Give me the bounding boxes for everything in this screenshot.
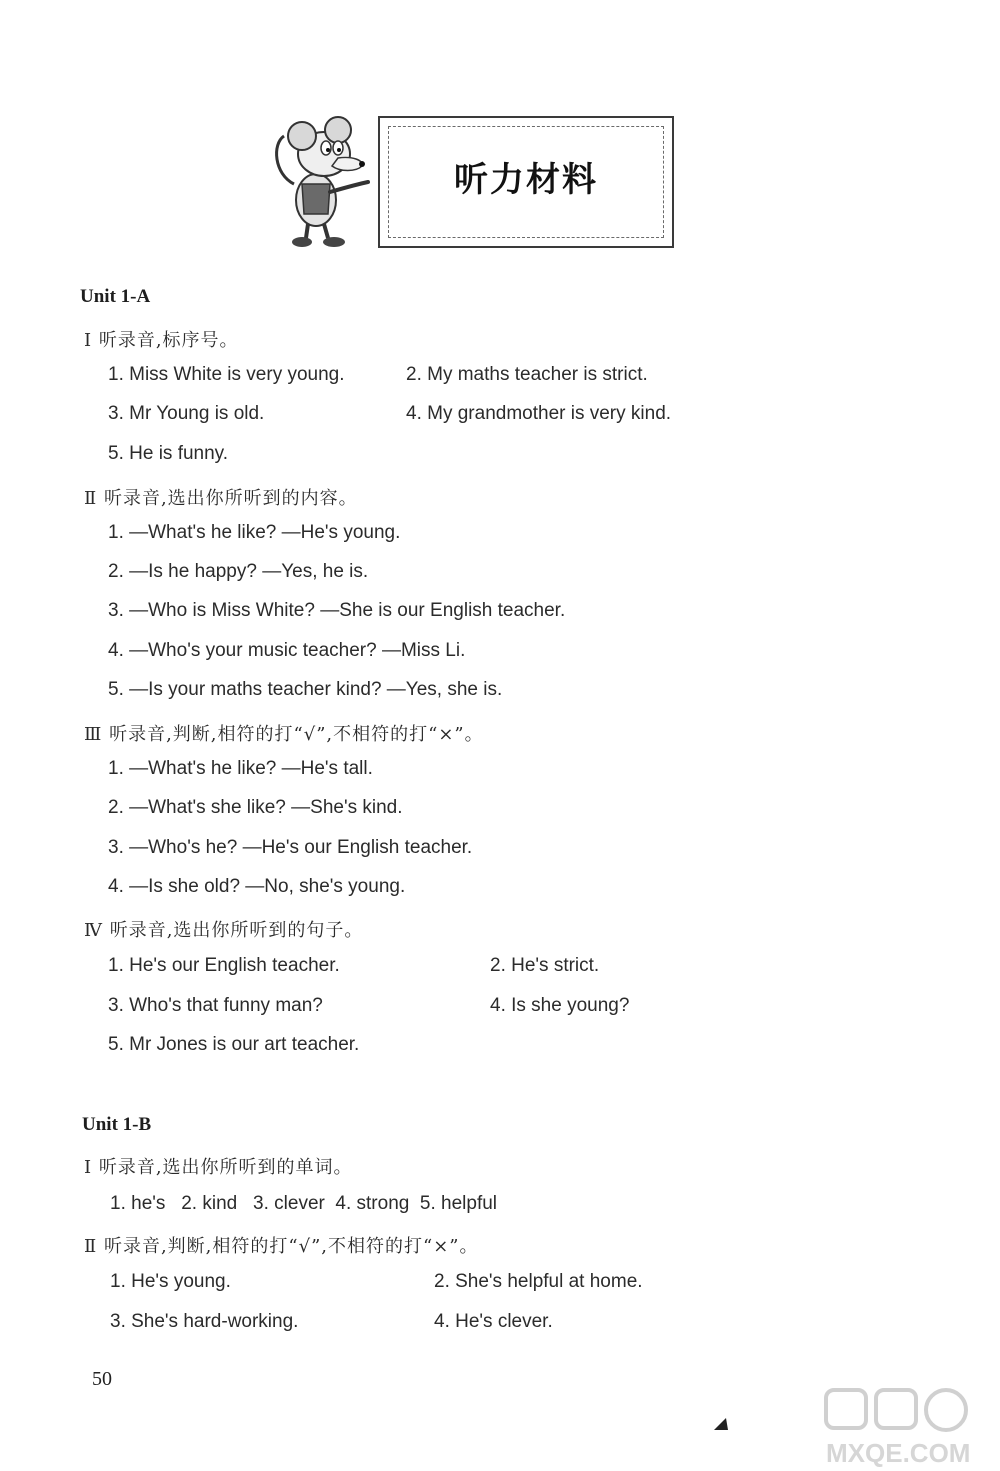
section-heading: Ⅰ 听录音,标序号。: [84, 330, 239, 351]
list-item: 3. Who's that funny man?: [108, 995, 323, 1016]
list-item: 1. Miss White is very young.: [108, 364, 345, 385]
section-heading: Ⅱ 听录音,判断,相符的打“√”,不相符的打“×”。: [84, 1236, 479, 1257]
list-item: 3. Mr Young is old.: [108, 403, 265, 424]
list-item: 1. he's 2. kind 3. clever 4. strong 5. helpful: [110, 1193, 498, 1214]
list-item: 1. —What's he like? —He's young.: [108, 522, 401, 543]
list-item: 4. Is she young?: [490, 995, 630, 1016]
list-item: 4. —Who's your music teacher? —Miss Li.: [108, 640, 466, 661]
list-item: 1. He's young.: [110, 1271, 231, 1292]
list-item: 2. —Is he happy? —Yes, he is.: [108, 561, 369, 582]
list-item: 2. She's helpful at home.: [434, 1271, 643, 1292]
list-item: 3. —Who is Miss White? —She is our English teacher.: [108, 600, 566, 621]
list-item: 3. —Who's he? —He's our English teacher.: [108, 837, 473, 858]
list-item: 4. He's clever.: [434, 1311, 553, 1332]
triangle-mark-icon: [714, 1418, 728, 1430]
mouse-mascot-illustration: [272, 114, 376, 250]
section-heading: Ⅱ 听录音,选出你所听到的内容。: [84, 488, 358, 509]
list-item: 5. Mr Jones is our art teacher.: [108, 1034, 360, 1055]
unit-title-1a: Unit 1-A: [80, 286, 151, 307]
list-item: 1. He's our English teacher.: [108, 955, 340, 976]
list-item: 5. —Is your maths teacher kind? —Yes, she is.: [108, 679, 503, 700]
list-item: 2. —What's she like? —She's kind.: [108, 797, 403, 818]
section-heading: Ⅲ 听录音,判断,相符的打“√”,不相符的打“×”。: [84, 724, 484, 745]
unit-title-1b: Unit 1-B: [82, 1114, 152, 1135]
list-item: 4. My grandmother is very kind.: [406, 403, 672, 424]
page-number: 50: [92, 1368, 112, 1390]
watermark-text: MXQE.COM: [826, 1438, 971, 1468]
list-item: 2. He's strict.: [490, 955, 600, 976]
section-heading: Ⅰ 听录音,选出你所听到的单词。: [84, 1157, 353, 1178]
list-item: 3. She's hard-working.: [110, 1311, 299, 1332]
section-heading: Ⅳ 听录音,选出你所听到的句子。: [84, 920, 364, 941]
list-item: 1. —What's he like? —He's tall.: [108, 758, 373, 779]
list-item: 5. He is funny.: [108, 443, 229, 464]
page-title: 听力材料: [454, 160, 598, 200]
list-item: 2. My maths teacher is strict.: [406, 364, 648, 385]
list-item: 4. —Is she old? —No, she's young.: [108, 876, 406, 897]
